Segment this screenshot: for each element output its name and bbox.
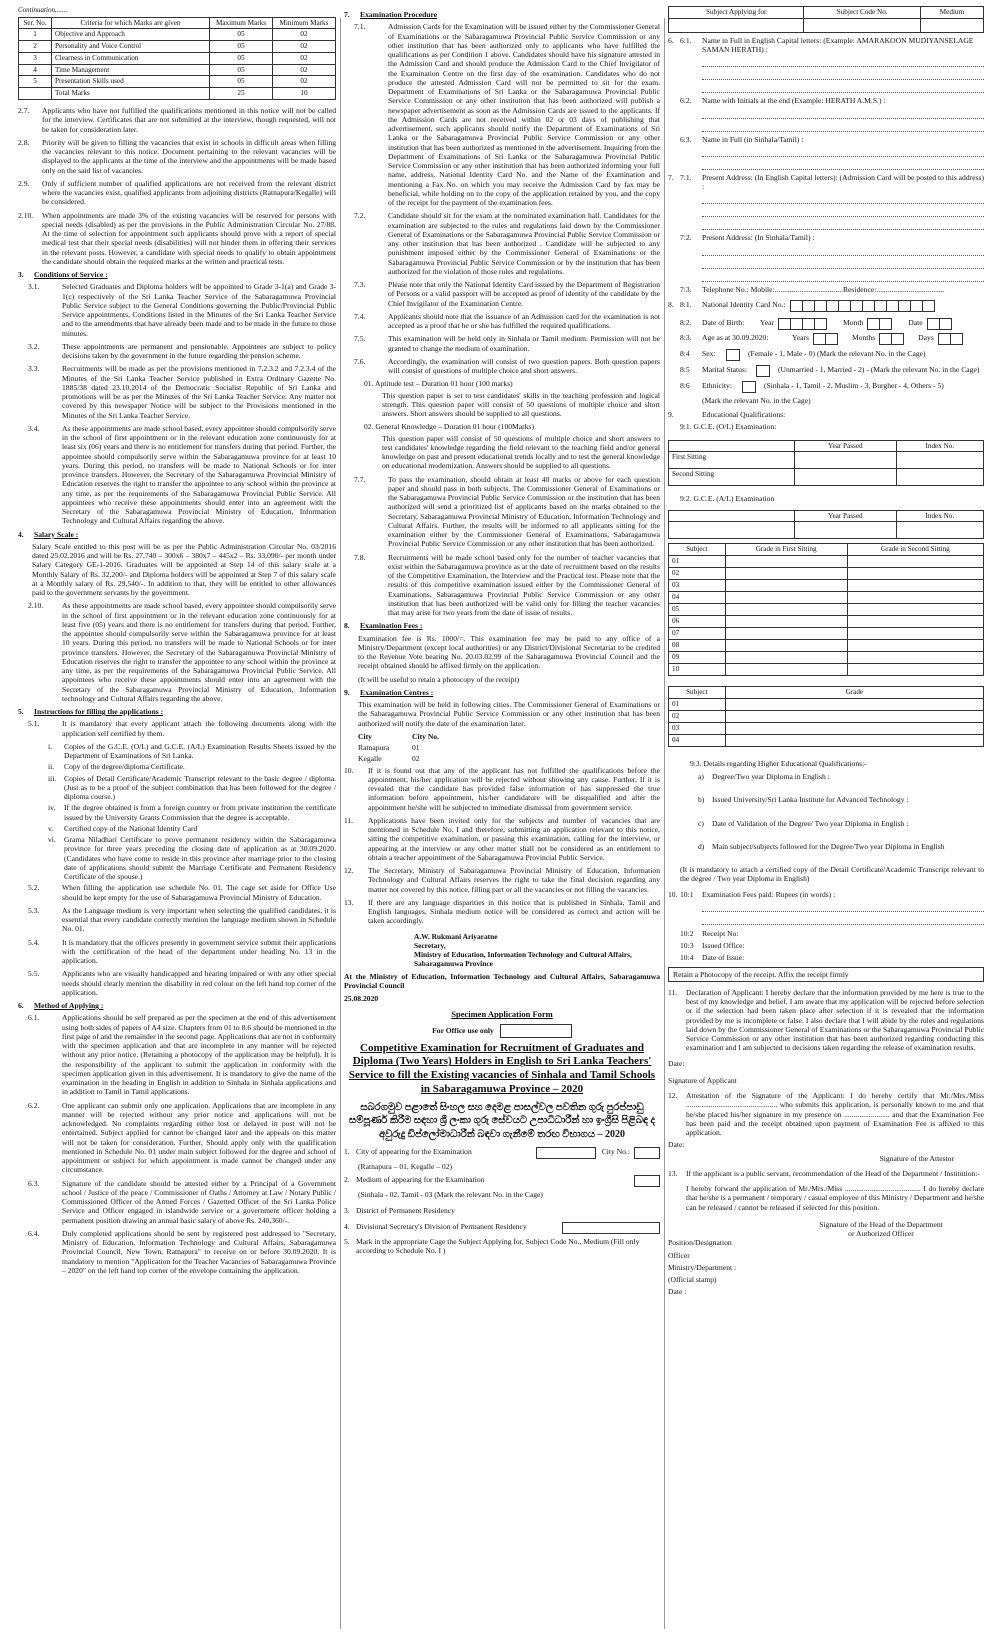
name-sinhala-line[interactable]	[702, 147, 984, 157]
ol-exam-table	[668, 440, 984, 487]
table-header: Index No.	[896, 510, 983, 522]
table-cell: 01	[669, 556, 726, 568]
address-sinhala-line[interactable]	[702, 259, 984, 269]
list-item: c) Date of Validation of the Degree/ Two year Diploma in English :	[698, 818, 909, 828]
question-paper-1-heading: 01. Aptitude test – Duration 01 hour (100 marks)	[364, 379, 513, 389]
section-heading: 8. Examination Fees :	[344, 621, 423, 631]
table-header: Index No.	[896, 440, 983, 452]
table-cell: 02	[669, 568, 726, 580]
city-note: (Ratnapura – 01, Kegalle – 02)	[358, 1162, 453, 1172]
division-input-box[interactable]	[562, 1222, 660, 1234]
table-header-row	[669, 440, 984, 452]
table-row[interactable]	[669, 628, 984, 640]
city-input-box[interactable]	[536, 1147, 596, 1159]
form-field-subject-instruction: 5. Mark in the appropriate Cage the Subject Applying for, Subject Code No., Medium (Fill only according to Schedule No. I )	[344, 1236, 640, 1256]
section-heading: 5. Instructions for filling the applications :	[18, 707, 164, 716]
table-header: Maximum Marks	[210, 17, 273, 29]
table-row[interactable]	[669, 568, 984, 580]
table-cell: 08	[669, 640, 726, 652]
sex-cage[interactable]	[726, 349, 740, 361]
table-row[interactable]: Second Sitting	[669, 469, 984, 486]
list-item: v. Certified copy of the National Identity Card	[48, 823, 198, 833]
table-row	[19, 29, 336, 41]
paragraph-7-2: 7.2. Candidate should sit for the exam at the nominated examination hall. Candidates for the examination are subjected to the rules and regulations laid down by the Commissioner General of Examinations or the Sabaragamuwa Provincial Public Service Commission or any other institution that has been authorized . Candidate will be subjected to any punishment imposed either by the Commissioner General of Examinations or the Sabaragamuwa Provincial Public Service Commission or by the institution that has been authorized for the violation of those rules and regulations.	[354, 211, 660, 276]
paragraph-3-4: 3.4. As these appointments are made school based, every appointee should compulsorily serve in the school of first appointment or in the relevant education zone continuously for at least six (06) years and there is no entitlement for transfers during that period. Further, the appointee should compulsorily serve within the Sabaragamuwa province for at least 10 years. During this period, no transfers will be made to National Schools or for inter province transfers. However, the Secretary of the Sabaragamuwa Provincial Ministry of Education reserves the right to transfer the appointee to any school within the province at any time, as per the requirements of the Sabaragamuwa Provincial Public Service. All appointees who receive these appointments should enter into an agreement with the Secretary of the Sabaragamuwa Provincial Ministry of Education, Information Technology and Cultural Affairs regarding the above.	[28, 423, 336, 526]
paragraph-13: 13. If there are any language disparities in this notice that is published in Sinhala, Tamil and English languages, Sinhala medium notice will be considered as correct and action will be taken accordingly.	[344, 897, 660, 926]
final-date: Date :	[668, 1287, 687, 1297]
form-field-ethnicity: 8:6 Ethnicity: (Sinhala - 1, Tamil - 2, Muslim - 3, Burgher - 4, Others - 5)	[668, 381, 984, 393]
table-cell: 3	[19, 52, 52, 64]
al-grades-table	[668, 686, 984, 747]
form-field-dob: 8:2. Date of Birth: Year Month Date	[668, 318, 984, 330]
table-cell: Total Marks	[52, 88, 210, 100]
table-cell: 1	[19, 29, 52, 41]
attestor-signature[interactable]: Signature of the Attestor	[879, 1153, 954, 1163]
paragraph-11: 11. Applications have been invited only for the subjects and number of vacancies that are mentioned in Schedule No. I and therefore, submitting an application relevant to this notice, sitting the competitive examination, or passing this examination, calling for the interview, or appearing at the interview or any other matter shall not be considered as an entitlement to obtain a teacher appointment of the Sabaragamuwa Provincial Public Service.	[344, 815, 660, 862]
table-header: Grade in Second Sitting	[847, 544, 983, 556]
form-field-fees-paid: 10. 10:1 Examination Fees paid: Rupees (in words) :	[668, 889, 836, 899]
table-row[interactable]	[669, 734, 984, 746]
address-english-line[interactable]	[702, 207, 984, 217]
list-item: a) Degree/Two year Diploma in English :	[698, 772, 830, 782]
subject-applying-table	[668, 6, 984, 33]
paragraph-5-1: 5.1. It is mandatory that every applicant attach the following documents along with the application self certified by them.	[28, 719, 336, 738]
form-field-medium: 2. Medium of appearing for the Examination	[344, 1175, 660, 1187]
address-english-line[interactable]	[702, 220, 984, 230]
higher-qualifications-list	[668, 772, 984, 851]
table-header-row: Subject Grade in First Sitting Grade in Second Sitting	[669, 544, 984, 556]
paragraph-2-7: 2.7. Applicants who have not fulfilled the qualifications mentioned in this notice will not be called for the interview. Certificates that are not submitted at the interview, though requested, will not be taken for consideration later.	[18, 106, 336, 134]
list-item: i. Copies of the G.C.E. (O/L) and G.C.E. (A/L) Examination Results Sheets issued by the Department of Examinations of Sri Lanka.	[48, 741, 336, 760]
table-cell	[19, 88, 52, 100]
paragraph-7-7: 7.7. To pass the examination, should obtain at least 40 marks or above for each question paper and should pass in both subjects. The Commissioner General of Examinations or the Sabaragamuwa Provincial Public Service Commission or the institution that has been authorized will send a prioritized list of applicants based on the marks obtained to the Secretary, Sabaragamuwa Provincial Ministry of Education, Information Technology and Cultural Affairs. Further, the results will be informed to all applicants sitting for the examination either by the Commissioner General of Examinations, Sabaragamuwa Provincial Public Service Commission or any other institution that has been authorized.	[354, 474, 660, 549]
paragraph-2-10: 2.10. When appointments are made 3% of the existing vacancies will be reserved for persons with special needs (disabled) as per the provisions in the Public Administration Circular No. 27/88. At the time of selection for appointment such applicants should prove with a report of special medical test that their special needs (disabilities) will not hinder them in offering their services in the relevant posts. However, a candidate with special needs to qualify to obtain appointment the candidate should obtain the required marks at the written and practical tests.	[18, 210, 336, 266]
address-sinhala-line[interactable]	[702, 272, 984, 282]
exam-centres-paragraph: This examination will be held in following cities. The Commissioner General of Examinations or the Sabaragamuwa Provincial Public Service Commission or any other institution that has been authorized will notify the date of the examination later.	[358, 700, 660, 728]
paragraph-3-3: 3.3. Recruitments will be made as per the provisions mentioned in 7.2.3.2 and 7.2.3.4 of the Minutes of the Sri Lanka Teacher Service published in Extra Ordinary Gazette No. 1885/38 dated 23.10.2014 of the Democratic Socialist Republic of Sri Lanka and promotions will be as per the Minutes of the Sri Lanka Teacher Service. Any matter not covered by this newspaper Notice will be subject to the Provisions mentioned in the Minutes of the Sri Lanka Teacher Service.	[28, 364, 336, 420]
form-field-receipt-no: 10:2 Receipt No:	[680, 928, 739, 938]
ethnicity-note: (Mark the relevant No. in the Cage)	[702, 395, 811, 405]
form-field-issued-office: 10:3 Issued Office:	[680, 941, 745, 951]
table-cell: 02	[273, 29, 336, 41]
table-cell: Objective and Approach	[52, 29, 210, 41]
dob-month-cells[interactable]	[867, 318, 892, 330]
table-row[interactable]	[669, 522, 984, 539]
form-field-name-sinhala: 6:3. Name in Full (in Sinhala/Tamil) :	[680, 134, 804, 144]
paragraph-3-1: 3.1. Selected Graduates and Diploma holders will be appointed to Grade 3-1(a) and Grade 3-1(c) respectively of the Sri Lanka Teacher Service of the Sabaragamuwa Provincial Public Service subject to the General Conditions governing the Public/Provincial Public Service appointments, Conditions listed in the Minutes of the Sri Lanka Teacher Service and to the amendments that have already been made and to be made in the future to those minutes.	[28, 282, 336, 338]
office-use-cage[interactable]	[500, 1024, 572, 1038]
al-exam-label: 9:2. G.C.E. (A/L) Examination	[680, 494, 775, 504]
table-row[interactable]	[669, 18, 984, 32]
head-signature[interactable]: Signature of the Head of the Department or Authorized Officer	[819, 1219, 943, 1239]
exam-fee-note: (It will be useful to retain a photocopy of the receipt)	[358, 674, 520, 684]
form-field-nic: 8. 8:1. National Identity Card No.:	[668, 300, 984, 312]
section-heading: 4. Salary Scale :	[18, 529, 79, 539]
form-field-age: 8:3. Age as at 30.09.2020: Years Months Days	[668, 333, 984, 345]
marital-cage[interactable]	[756, 365, 770, 377]
table-header: Grade in First Sitting	[725, 544, 847, 556]
table-cell: 2	[19, 41, 52, 53]
section-heading: 6. Method of Applying :	[18, 1001, 104, 1010]
table-cell: Presentation Skills used	[52, 76, 210, 88]
specimen-title: Specimen Application Form	[451, 1009, 553, 1020]
table-header: Ser. No.	[19, 17, 52, 29]
table-row[interactable]	[669, 664, 984, 676]
column-divider	[340, 18, 341, 1629]
paragraph-2-9: 2.9. Only if sufficient number of qualified applications are not received from the relevant district where the vacancies exist, qualified applicants from adjoining districts (Ratnapura/Kegalle) will be considered.	[18, 178, 336, 207]
form-field-divisional-secretariat: 4. Divisional Secretary's Division of Permanent Residency	[344, 1222, 660, 1234]
table-cell: 05	[669, 604, 726, 616]
table-row[interactable]	[669, 652, 984, 664]
form-field-issue-date: 10:4 Date of Issue:	[680, 953, 745, 963]
table-row	[19, 52, 336, 64]
section-heading: 7. Examination Procedure	[344, 10, 438, 19]
paragraph-5-4: 5.4. It is mandatory that the officers presently in government service submit their applications with the certification of the head of the department under heading No. 13 in the application.	[28, 937, 336, 965]
paragraph-5-5: 5.5. Applicants who are visually handicapped and hearing impaired or with any other special needs should clearly mention the disability in red colour on the left hand top corner of the application.	[28, 969, 336, 997]
table-cell: 05	[210, 64, 273, 76]
paragraph-7-5: 7.5. This examination will be held only in Sinhala or Tamil medium. Permission will not be granted to change the medium of examination.	[354, 334, 660, 353]
paragraph-5-2: 5.2. When filling the application use schedule No. 01. The cage set aside for Office Use should be kept empty for the use of Sabaragamuwa Provincial Ministry of Education.	[28, 883, 336, 902]
ol-grades-table	[668, 543, 984, 676]
dob-day-cells[interactable]	[927, 318, 952, 330]
table-header: Year Passed	[795, 510, 897, 522]
table-row	[19, 88, 336, 100]
issued-at: At the Ministry of Education, Information Technology and Cultural Affairs, Sabaragamuwa Provincial Council	[344, 971, 660, 990]
recommendation-body: I hereby forward the application of Mr./Mrs./Miss ........................................ I do hereby declare that he/she is a permanent / temporary / casual employee of this Ministry / Department and he/she can be released / cannot be released if selected for this position.	[686, 1184, 984, 1212]
form-title-sinhala: සබරගමුව පළාතේ සිංහල සහ දෙමළ පාසල්වල පවතින ගුරු පුරප්පාඩු සම්පූර්ණ කිරීම සඳහා ශ්‍රී ලංකා ගුරු සේවයට උපාධිධාරීන් හා ඉංග්‍රීසි පිළිබඳ ද අවුරුදු ඩිප්ලෝමාධාරීන් බඳවා ගැනීමේ තරඟ විභාගය – 2020	[349, 1101, 655, 1140]
column-left	[18, 6, 336, 1279]
paragraph-7-4: 7.4. Applicants should note that the issuance of an Admission card for the examination is not accepted as a proof that he or she has fulfilled the required qualifications.	[354, 311, 660, 330]
interview-marks-table	[18, 17, 336, 100]
applicant-declaration: 11. Declaration of Applicant: I hereby declare that the information provided by me here is true to the best of my knowledge and belief. I am aware that my application will be rejected before selection or if the selection had been taken place after selection if it is revealed that the information provided by me is incomplete or false. I also declare that I will abide by the rules and regulations laid down by the Commissioner General of Examinations or the Sabaragamuwa Provincial Public Service Commission or any other institution that has been authorized regarding conducting this examination and I am subjected to decisions taken regarding the release of examination results.	[668, 987, 984, 1053]
form-field-education: 9. Educational Qualifications:	[668, 410, 786, 420]
office-use-box: For Office use only	[344, 1024, 660, 1038]
table-cell: 25	[210, 88, 273, 100]
table-cell: 09	[669, 652, 726, 664]
ministry-label: Ministry/Department :	[668, 1262, 737, 1272]
table-cell: 02	[273, 52, 336, 64]
fees-line[interactable]	[702, 902, 984, 912]
position-label: Position/Designation	[668, 1238, 732, 1248]
table-cell: 10	[273, 88, 336, 100]
table-row	[19, 41, 336, 53]
table-row[interactable]	[669, 580, 984, 592]
table-header-row	[19, 17, 336, 29]
form-title-english: Competitive Examination for Recruitment of Graduates and Diploma (Two Years) Holders in English to Sri Lanka Teachers' Service to fill the Existing vacancies of Sinhala and Tamil Schools in Sabaragamuwa Province – 2020	[348, 1041, 656, 1095]
applicant-signature[interactable]: Signature of Applicant	[668, 1075, 737, 1085]
column-middle	[344, 6, 660, 1258]
table-row[interactable]	[669, 616, 984, 628]
table-header: Criteria for which Marks are given	[52, 17, 210, 29]
attestation-date: Date:	[668, 1140, 685, 1150]
table-row	[19, 76, 336, 88]
table-cell: 04	[669, 592, 726, 604]
table-cell: 03	[669, 722, 726, 734]
table-cell: 05	[210, 76, 273, 88]
paragraph-6-2: 6.2. One applicant can submit only one application. Applications that are incomplete in any manner will be rejected without any prior notice and applications will not be acknowledged. No complaints regarding either lost or delayed in post will not be entertained. Subject applied for cannot be changed later and the appeals on this matter will not be taken for consideration. Further, Should apply only with the qualification mentioned in Schedule No. 01 under main subject followed for the degree and school of appointment or subject for which appointment is made cannot be changed under any circumstance.	[28, 1100, 336, 1175]
question-paper-2-heading: 02. General Knowledge – Duration 01 hour (100Marks)	[364, 422, 534, 432]
table-row[interactable]	[669, 556, 984, 568]
city-row: Kegalle 02	[358, 754, 420, 764]
list-item: vi. Grama Niladhari Certificate to prove permanent residency within the Sabaragamuwa province for three years preceding the closing date of application as at 30.09.2020. (Candidates who have come to reside in this province after marriage prior to the closing date of applications should submit the Marriage Certificate and Permanent Residency Certificate of the spouse.)	[48, 835, 336, 881]
form-field-address-sinhala: 7:2. Present Address: (In Sinhala/Tamil) :	[680, 233, 815, 243]
form-field-telephone: 7:3. Telephone No.: Mobile:....................................Residence:....................................	[680, 284, 945, 294]
table-row[interactable]	[669, 604, 984, 616]
receipt-box[interactable]: Retain a Photocopy of the receipt. Affix the receipt firmly	[668, 967, 984, 982]
section-heading: 9. Examination Centres :	[344, 687, 434, 697]
name-sinhala-line[interactable]	[702, 160, 984, 170]
higher-qualifications-label: 9:3. Details regarding Higher Educational Qualifications:-	[690, 758, 867, 768]
transcript-note: (It is mandatory to attach a certified copy of the Detail Certificate/Academic Transcript relevant to the degree / Two year Diploma in English)	[680, 865, 984, 884]
table-cell: 10	[669, 664, 726, 676]
question-paper-2-description: This question paper will consist of 50 questions of multiple choice and short answers to test candidates' knowledge regarding the field relevant to the teaching field and/or general knowledge on past and present educational trends locally and to test the general knowledge on educational modernization. Answers should be supplied to all questions.	[382, 433, 660, 471]
table-row[interactable]	[669, 722, 984, 734]
table-row	[19, 64, 336, 76]
name-initials-line[interactable]	[702, 109, 984, 119]
salary-paragraph: Salary Scale entitled to this post will be as per the Public Administration Circular No. 03/2016 dated 25.02.2016 and will be Rs. 27,740 – 300x6 – 380x7 – 445x2 – Rs. 33,090/- per month under Salary Category GE-1-2016. Graduates will be appointed at Step 14 of this salary scale at a Monthly Salary of Rs. 32,200/- and Diploma holders will be appointed at Step 7 of this salary scale at a Monthly salary of Rs. 29,540/-. In addition to that, they will be entitled to other allowances paid to the government servants by the government.	[32, 541, 336, 597]
section-heading: 3. Conditions of Service :	[18, 270, 108, 279]
age-days-cells[interactable]	[938, 333, 963, 345]
continuation-label: Continuation.......	[18, 6, 68, 14]
table-header-row: Subject Grade	[669, 687, 984, 699]
table-header-row	[669, 510, 984, 522]
table-row[interactable]: First Sitting	[669, 452, 984, 469]
name-english-line[interactable]	[702, 83, 984, 93]
table-cell: 02	[669, 710, 726, 722]
form-field-district: 3. District of Permanent Residency	[344, 1205, 455, 1215]
paragraph-6-4: 6.4. Duly completed applications should be sent by registered post addressed to "Secretary, Ministry of Education, Information Technology and Cultural Affairs, Sabaragamuwa Provincial Council, New Town, Ratnapura" to receive on or before 30.09.2020. It is mandatory to mention "Application for the Teacher Vacancies of Sabaragamuwa Province – 2020" on the left hand top corner of the envelope containing the application.	[28, 1228, 336, 1275]
declaration-date: Date:	[668, 1058, 685, 1068]
ol-exam-label: 9:1. G.C.E. (O/L) Examination:	[680, 422, 777, 432]
table-row[interactable]	[669, 710, 984, 722]
paragraph-5-3: 5.3. As the Language medium is very important when selecting the qualified candidates, it is essential that every candidate correctly mention the language medium shown in Schedule No. 01.	[28, 905, 336, 934]
table-cell: 07	[669, 628, 726, 640]
list-item: iii. Copies of Detail Certificate/Academic Transcript relevant to the basic degree / diploma. (Just as to be a proof of the subject combination that has been followed for the degree / diploma course.)	[48, 773, 336, 801]
address-sinhala-line[interactable]	[702, 246, 984, 256]
paragraph-12: 12. The Secretary, Ministry of Sabaragamuwa Provincial Ministry of Education, Information Technology and Cultural Affairs reserves the right to take the final decision regarding any matter not covered by this notice, filling part or all the vacancies or not filling the vacancies.	[344, 866, 660, 894]
table-cell: 05	[210, 29, 273, 41]
exam-fee-paragraph: Examination fee is Rs. 1000/=. This examination fee may be paid to any office of a Ministry/Department (except local authorities) or any District/Divisional Secretariat to be credited to the Revenue Vote bearing No. 20.03.02.99 of the Sabaragamuwa Provincial Council and the receipt obtained should be affixed firmly on the application.	[358, 633, 660, 671]
table-cell: 06	[669, 616, 726, 628]
name-initials-line[interactable]	[702, 122, 984, 132]
signature-attestation: 12. Attestation of the Signature of the Applicant: I do hereby certify that Mr./Mrs./Miss ................................................ who submits this application, is personally known to me and that he/she placed his/her signature in my presence on ........................ and that the Examination Fee has been paid and the receipt obtained upon payment of Examination Fee is affixed to this application.	[668, 1091, 984, 1138]
name-english-line[interactable]	[702, 70, 984, 80]
name-english-line[interactable]	[702, 57, 984, 67]
paragraph-7-6: 7.6. Accordingly, the examination will consist of two question papers. Both question papers will consist of questions of multiple choice and short answers.	[354, 356, 660, 375]
table-row[interactable]	[669, 640, 984, 652]
paragraph-10: 10. If it is found out that any of the applicant has not fulfilled the qualifications before the appointment, his/her application will be rejected without showing any cause. Further, If it is revealed that the candidate has provided false information or has suppressed the true information before appointment, his/her candidature will be disqualified and after the appointment he/she will be subjected to immediate dismissal from government service.	[344, 765, 660, 812]
age-years-cells[interactable]	[813, 333, 838, 345]
form-field-city: 1. City of appearing for the Examination City No.:	[344, 1147, 660, 1159]
table-cell: Clearness in Communication	[52, 52, 210, 64]
city-table-header: City City No.	[358, 731, 439, 741]
paragraph-7-1: 7.1. Admission Cards for the Examination will be issued either by the Commissioner General of Examinations or the Sabaragamuwa Provincial Public Service Commission or any other institution that has been authorized only to applicants who have fulfilled the qualifications as per Condition 1 above. Candidates should have his signature attested in the Admission Card and should produce the Admission Card to the Chief Invigilator of the Examination Centre on the first day of the examination. Candidates who do not produce the attested Admission Card will not be permitted to sit for the exam. Department of Examinations of Sri Lanka or the Sabaragamuwa Provincial Public Service Commission or any other institution that has been authorized will publish a newspaper advertisement as soon as the Admission Cards are issued to the applicants. If the Admission Cards are not received within 02 or 03 days of publishing that advertisement, such applicants should notify the Department of Examinations of Sri Lanka or the Sabaragamuwa Provincial Public Service Commission or any other institution that has been authorized as mentioned in the advertisement. Inquiring from the Department of Examinations of Sri Lanka or the Sabaragamuwa Provincial Public Service Commission or any other institution that has been authorized informing your full name, address, National Identity Card No. and the Name of the Examination and mentioning a Fax No. on which you may receive the Admission Card by fax may be beneficial, while holding on to the copy of the application retained by you, and the copy of the receipt for the payment of the examination fees.	[354, 22, 660, 207]
table-row[interactable]	[669, 592, 984, 604]
table-header: Medium	[920, 7, 983, 19]
table-header-row	[669, 7, 984, 19]
officer-label: Officer	[668, 1250, 690, 1260]
table-header: Subject Applying for	[669, 7, 804, 19]
table-cell: 05	[210, 41, 273, 53]
address-english-line[interactable]	[702, 194, 984, 204]
table-header: Year Passed	[795, 440, 897, 452]
paragraph-2-10b: 2.10. As these appointments are made school based, every appointee should compulsorily serve in the school of first appointment or in the relevant education zone continuously for at least five (05) years and there is no entitlement for transfers during that period. Further, the appointee should compulsorily serve within the Sabaragamuwa province for at least 10 years. During this period, no transfers will be made to National Schools or for inter province transfers. However, the Secretary of the Sabaragamuwa Provincial Ministry of Education reserves the right to transfer the appointee to any school within the province at any time, as per the requirements of the Sabaragamuwa Provincial Public Service. All appointees who receive these appointments should enter into an agreement with the Secretary of the Sabaragamuwa Provincial Ministry of Education, Information technology and Cultural Affairs regarding the above.	[28, 601, 336, 703]
city-row: Ratnapura 01	[358, 743, 420, 752]
table-header: Subject Code No.	[804, 7, 921, 19]
list-item: ii. Copy of the degree/diploma Certificate.	[48, 762, 185, 772]
question-paper-1-description: This question paper is set to test candidates' skills in the teaching profession and logical strength. This question paper will consist of 50 questions of multiple choice and short answers. Short answers should be supplied to all questions.	[382, 390, 660, 418]
ethnicity-cage[interactable]	[742, 381, 756, 393]
official-stamp: (Official stamp)	[668, 1275, 717, 1285]
form-field-sex: 8:4 Sex: (Female - 1, Male - 0) (Mark the relevant No. in the Cage)	[668, 349, 984, 361]
table-cell: Time Management	[52, 64, 210, 76]
fees-line[interactable]	[702, 915, 984, 925]
table-header: Minimum Marks	[273, 17, 336, 29]
list-item: b) Issued University/Sri Lanka Institute for Advanced Technology :	[698, 795, 909, 805]
paragraph-7-8: 7.8. Recruitments will be made school based only for the number of teacher vacancies that exist within the Sabaragamuwa province as at the date of recruitment based on the results of the Competitive Examination, the Interview and the Practical test. Please note that the results of this competitive examination issued either by the Commissioner General of Examinations, Sabaragamuwa Provincial Public Service Commission or any other institution that has been authorized will be valid only for filling the teacher vacancies that may arise for two years from the date of issue of results.	[354, 552, 660, 617]
table-cell: 04	[669, 734, 726, 746]
table-cell: 03	[669, 580, 726, 592]
paragraph-6-1: 6.1. Applications should be self prepared as per the specimen at the end of this advertisement using both sides of papers of A4 size. Chapters from 01 to 8.6 should be mentioned in the first page of and the remainder in the second page. Applications that are not in conformity with the specimen application and that are incomplete in any manner will be rejected without any prior notice. (Retaining a photocopy of the application may be helpful). It is the responsibility of the applicant to submit the application in conformity with the specimen application given in this advertisement. It is mandatory to give the name of the examination in the heading in English in addition to Sinhala in Sinhala applications and in addition to Tamil in Tamil applications.	[28, 1013, 336, 1097]
table-cell: 02	[273, 76, 336, 88]
form-field-marital-status: 8:5 Marital Status: (Unmarried - 1, Married - 2) - (Mark the relevant No. in the Cage)	[668, 365, 984, 377]
signatory-block: A.W. Rukmani Ariyaratne Secretary, Ministry of Education, Information Technology and Cultural Affairs, Sabaragamuwa Province	[414, 931, 632, 968]
form-field-name-english: 6. 6:1. Name in Full in English Capital letters: (Example: AMARAKOON MUDIYANSELAGE SAMAN HERATH) :	[668, 35, 974, 55]
dob-year-cells[interactable]	[778, 318, 827, 330]
table-cell: Personality and Voice Control	[52, 41, 210, 53]
table-cell: 02	[273, 41, 336, 53]
table-cell: 5	[19, 76, 52, 88]
al-exam-table	[668, 510, 984, 540]
medium-note: (Sinhala - 02, Tamil - 03 (Mark the relevant No. in the Cage)	[358, 1190, 543, 1200]
table-row[interactable]	[669, 698, 984, 710]
form-field-name-initials: 6:2. Name with Initials at the end (Example: HERATH A.M.S.) :	[680, 96, 886, 106]
table-cell: 01	[669, 698, 726, 710]
paragraph-6-3: 6.3. Signature of the candidate should be attested either by a Principal of a Government school / Justice of the peace / Commissioner of Oaths / Attorney at Law / Notary Public / Commissioned Officer of the Armed Forces / Gazetted Officer of the Sri Lanka Police Service and Officer engaged in islandwide service or a government officer holding a permanent position drawing an annual basic salary of above Rs. 240,360/-.	[28, 1178, 336, 1225]
column-divider	[664, 18, 665, 1629]
table-header: Grade	[725, 687, 983, 699]
issue-date: 25.08.2020	[344, 994, 379, 1004]
age-months-cells[interactable]	[879, 333, 904, 345]
list-item: d) Main subject/subjects followed for the Degree/Two year Diploma in English	[698, 841, 945, 851]
form-field-address-english: 7. 7:1. Present Address: (In English Capital letters): (Admission Card will be posted to this address) :	[668, 172, 984, 192]
paragraph-2-8: 2.8. Priority will be given to filling the vacancies that exist in schools in difficult areas when filling the vacancies relevant to this notice. Document pertaining to the relevant vacancies will be displayed to the applicants at the time of the interview and the appointments will be made based only on the said list of vacancies.	[18, 137, 336, 175]
table-cell: 05	[210, 52, 273, 64]
paragraph-7-3: 7.3. Please note that only the National Identity Card issued by the Department of Registration of Persons or a valid passport will be accepted as proof of identity of the candidate by the Chief Invigilator of the Examination Centre.	[354, 280, 660, 308]
table-cell: 02	[273, 64, 336, 76]
document-list	[18, 742, 336, 882]
table-cell: 4	[19, 64, 52, 76]
city-no-cage[interactable]	[634, 1147, 660, 1159]
nic-cells[interactable]	[790, 300, 935, 312]
medium-cage[interactable]	[634, 1175, 660, 1187]
head-of-department-recommendation: 13. If the applicant is a public servant, recommendation of the Head of the Department / Institution:-	[668, 1168, 980, 1178]
column-right	[668, 6, 984, 1297]
paragraph-3-2: 3.2. These appointments are permanent and pensionable. Appointees are subject to policy decisions taken by the government in the future regarding the pension scheme.	[28, 341, 336, 360]
list-item: iv. If the degree obtained is from a foreign country or from private institution the certificate issued by the University Grants Commission that the degree is acceptable.	[48, 803, 336, 822]
